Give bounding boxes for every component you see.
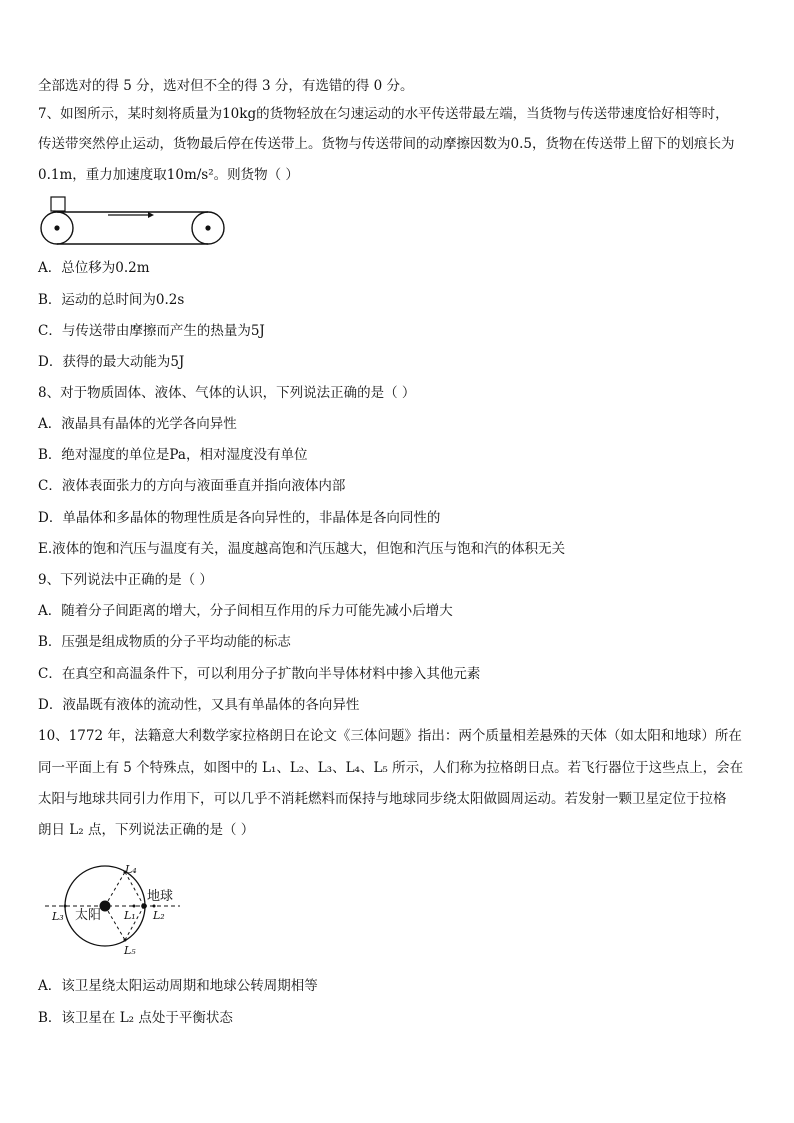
q7-stem-line2: 传送带突然停止运动，货物最后停在传送带上。货物与传送带间的动摩擦因数为0.5，货物在传送带上留下的划痕长为 [38, 136, 735, 152]
q9-option-c: C．在真空和高温条件下，可以利用分子扩散向半导体材料中掺入其他元素 [38, 666, 481, 682]
q10-option-a: A．该卫星绕太阳运动周期和地球公转周期相等 [38, 978, 318, 994]
q9-option-d: D．液晶既有液体的流动性，又具有单晶体的各向异性 [38, 697, 360, 713]
q7-option-a: A．总位移为0.2m [38, 260, 150, 276]
earth-label: 地球 [147, 889, 174, 904]
q10-stem-line3: 太阳与地球共同引力作用下，可以几乎不消耗燃料而保持与地球同步绕太阳做圆周运动。若发射一颗卫星定位于拉格 [38, 791, 727, 807]
earth-icon [141, 903, 147, 909]
q8-stem: 8、对于物质固体、液体、气体的认识，下列说法正确的是（ ） [38, 385, 416, 401]
cargo-box [51, 197, 65, 211]
q10-stem-line1: 10、1772 年，法籍意大利数学家拉格朗日在论文《三体问题》指出：两个质量相差悬殊的天体（如太阳和地球）所在 [38, 728, 742, 744]
direction-arrow-icon [108, 212, 154, 218]
q9-option-a: A．随着分子间距离的增大，分子间相互作用的斥力可能先减小后增大 [38, 603, 453, 619]
q9-stem: 9、下列说法中正确的是（ ） [38, 572, 213, 588]
l3-label: L₃ [52, 910, 64, 923]
q10-stem-line2: 同一平面上有 5 个特殊点，如图中的 L₁、L₂、L₃、L₄、L₅ 所示，人们称为拉格朗日点。若飞行器位于这些点上，会在 [38, 760, 744, 776]
q8-option-a: A．液晶具有晶体的光学各向异性 [38, 416, 237, 432]
q7-option-b: B．运动的总时间为0.2s [38, 292, 185, 308]
q8-option-d: D．单晶体和多晶体的物理性质是各向异性的，非晶体是各向同性的 [38, 510, 441, 526]
sun-label: 太阳 [75, 908, 102, 923]
q7-stem-line3: 0.1m，重力加速度取10m/s²。则货物（ ） [38, 167, 299, 183]
l5-label: L₅ [124, 944, 136, 957]
l1-label: L₁ [124, 909, 136, 922]
l2-label: L₂ [153, 909, 165, 922]
lagrange-points-figure [40, 858, 190, 962]
l4-label: L₄ [125, 863, 137, 876]
q10-stem-line4: 朗日 L₂ 点，下列说法正确的是（ ） [38, 822, 255, 838]
q8-option-b: B．绝对湿度的单位是Pa，相对湿度没有单位 [38, 447, 308, 463]
q8-option-c: C．液体表面张力的方向与液面垂直并指向液体内部 [38, 478, 346, 494]
conveyor-belt-figure [36, 194, 230, 246]
q9-option-b: B．压强是组成物质的分子平均动能的标志 [38, 634, 291, 650]
sun-icon [100, 901, 111, 912]
q10-option-b: B．该卫星在 L₂ 点处于平衡状态 [38, 1010, 233, 1026]
q7-stem-line1: 7、如图所示，某时刻将质量为10kg的货物轻放在匀速运动的水平传送带最左端，当货物与传送带速度恰好相等时， [38, 106, 729, 122]
q7-option-c: C．与传送带由摩擦而产生的热量为5J [38, 323, 265, 339]
q7-option-d: D．获得的最大动能为5J [38, 354, 185, 370]
q8-option-e: E.液体的饱和汽压与温度有关，温度越高饱和汽压越大，但饱和汽压与饱和汽的体积无关 [38, 541, 566, 557]
intro-line: 全部选对的得 5 分，选对但不全的得 3 分，有选错的得 0 分。 [38, 78, 414, 94]
